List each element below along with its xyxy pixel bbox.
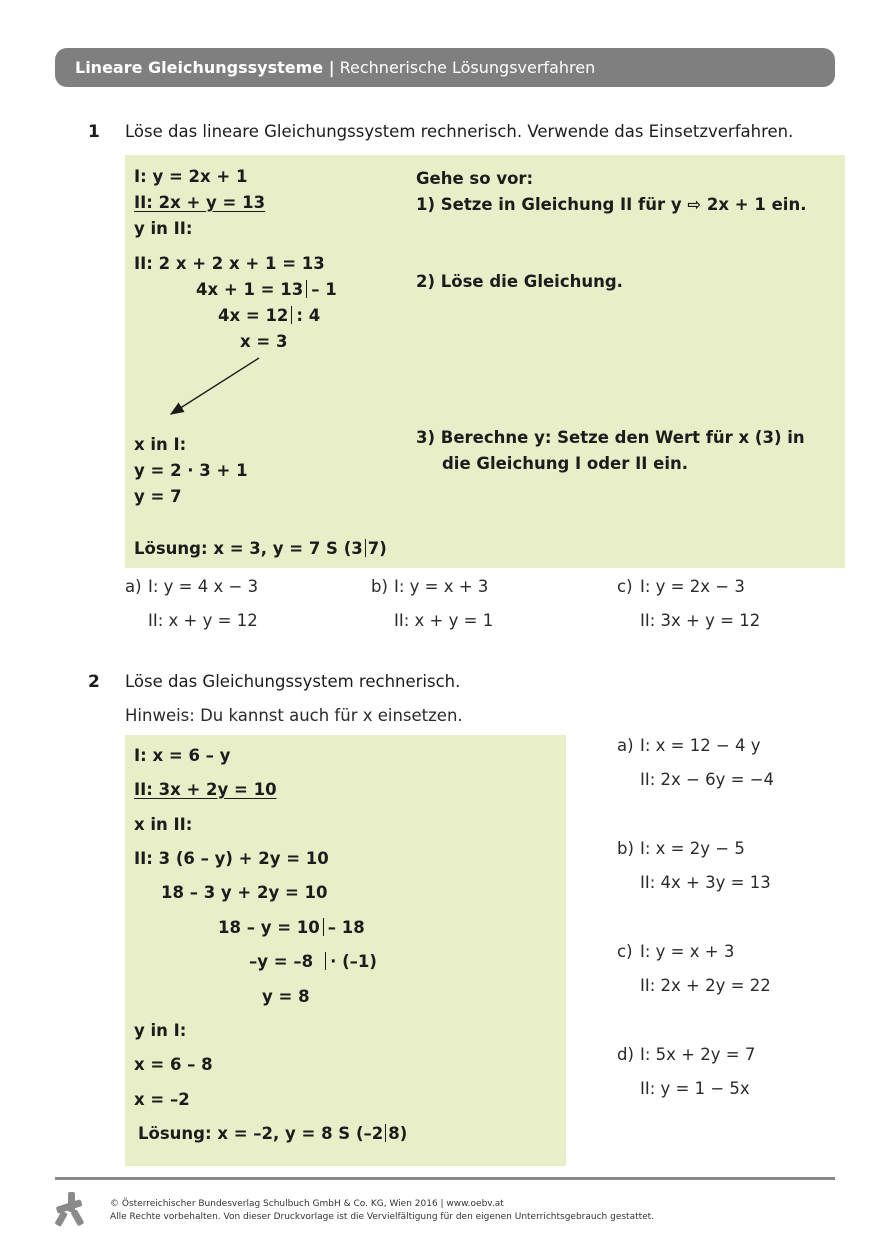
- header-title-bold: Lineare Gleichungssysteme |: [75, 58, 335, 77]
- t1-step5: y = 2 · 3 + 1: [134, 461, 248, 480]
- t1-ex-b-eq1: I: y = x + 3: [394, 577, 489, 596]
- t1-step6: y = 7: [134, 487, 182, 506]
- t2-step1: II: 3 (6 – y) + 2y = 10: [134, 849, 329, 868]
- t1-step1: II: 2 x + 2 x + 1 = 13: [134, 254, 325, 273]
- task2-number: 2: [88, 672, 100, 692]
- t2-step3: 18 – y = 10 – 18: [218, 918, 365, 937]
- t1-ex-c-label: c): [617, 577, 633, 596]
- t1-solution: Lösung: x = 3, y = 7 S (3 7): [134, 539, 387, 558]
- header-title-rest: Rechnerische Lösungsverfahren: [334, 58, 596, 77]
- t1-eq2: II: 2x + y = 13: [134, 193, 266, 212]
- guide-title: Gehe so vor:: [416, 169, 534, 188]
- t2-sub-label: x in II:: [134, 815, 193, 834]
- t1-ex-b-label: b): [371, 577, 388, 596]
- footer-rights: Alle Rechte vorbehalten. Von dieser Druckvorlage ist die Vervielfältigung für den eigenen Unterrichtsgebrauch gestattet.: [110, 1212, 655, 1222]
- t1-ex-a-label: a): [125, 577, 142, 596]
- t2-ex-b-eq1: I: x = 2y − 5: [640, 839, 745, 858]
- footer-copyright: © Österreichischer Bundesverlag Schulbuch GmbH & Co. KG, Wien 2016 | www.oebv.at: [110, 1199, 504, 1209]
- guide-step1: 1) Setze in Gleichung II für y ⇨ 2x + 1 ein.: [416, 195, 807, 214]
- footer-rule: [55, 1177, 835, 1180]
- t2-ex-b-label: b): [617, 839, 634, 858]
- page-header: [55, 48, 835, 87]
- t2-sub2-label: y in I:: [134, 1021, 187, 1040]
- t2-ex-c-eq1: I: y = x + 3: [640, 942, 735, 961]
- task2-hint: Hinweis: Du kannst auch für x einsetzen.: [125, 706, 463, 725]
- guide-step3a: 3) Berechne y: Setze den Wert für x (3) in: [416, 428, 805, 447]
- task2-instruction: Löse das Gleichungssystem rechnerisch.: [125, 672, 461, 691]
- t2-step6: x = 6 – 8: [134, 1055, 213, 1074]
- t1-sub2-label: x in I:: [134, 435, 187, 454]
- t2-ex-d-label: d): [617, 1045, 634, 1064]
- t2-eq2: II: 3x + 2y = 10: [134, 780, 277, 799]
- t1-ex-a-eq2: II: x + y = 12: [148, 611, 258, 630]
- t1-step2: 4x + 1 = 13 – 1: [196, 280, 337, 299]
- t1-step4: x = 3: [240, 332, 288, 351]
- task1-number: 1: [88, 122, 100, 142]
- guide-step3b: die Gleichung I oder II ein.: [442, 454, 689, 473]
- guide-step2: 2) Löse die Gleichung.: [416, 272, 623, 291]
- t1-sub-label: y in II:: [134, 219, 193, 238]
- t2-solution: Lösung: x = –2, y = 8 S (–2 8): [138, 1124, 408, 1143]
- task1-instruction: Löse das lineare Gleichungssystem rechnerisch. Verwende das Einsetzverfahren.: [125, 122, 794, 141]
- task2-example-box: [125, 735, 566, 1166]
- t2-step2: 18 – 3 y + 2y = 10: [161, 883, 328, 902]
- t2-ex-c-eq2: II: 2x + 2y = 22: [640, 976, 771, 995]
- t1-eq1: I: y = 2x + 1: [134, 167, 248, 186]
- t2-ex-c-label: c): [617, 942, 633, 961]
- t1-step3: 4x = 12 : 4: [218, 306, 321, 325]
- publisher-logo-icon: [52, 1190, 90, 1228]
- t2-eq1: I: x = 6 – y: [134, 746, 231, 765]
- t2-step5: y = 8: [262, 987, 310, 1006]
- t2-ex-d-eq1: I: 5x + 2y = 7: [640, 1045, 756, 1064]
- t2-ex-b-eq2: II: 4x + 3y = 13: [640, 873, 771, 892]
- t1-ex-c-eq1: I: y = 2x − 3: [640, 577, 745, 596]
- t2-step4: –y = –8 · (–1): [249, 952, 377, 971]
- t2-ex-a-eq2: II: 2x − 6y = −4: [640, 770, 775, 789]
- t1-ex-b-eq2: II: x + y = 1: [394, 611, 494, 630]
- t2-ex-a-label: a): [617, 736, 634, 755]
- substitution-arrow: [160, 352, 270, 424]
- t2-ex-d-eq2: II: y = 1 − 5x: [640, 1079, 750, 1098]
- t1-ex-c-eq2: II: 3x + y = 12: [640, 611, 761, 630]
- t2-step7: x = –2: [134, 1090, 190, 1109]
- t1-ex-a-eq1: I: y = 4 x − 3: [148, 577, 259, 596]
- t2-ex-a-eq1: I: x = 12 − 4 y: [640, 736, 761, 755]
